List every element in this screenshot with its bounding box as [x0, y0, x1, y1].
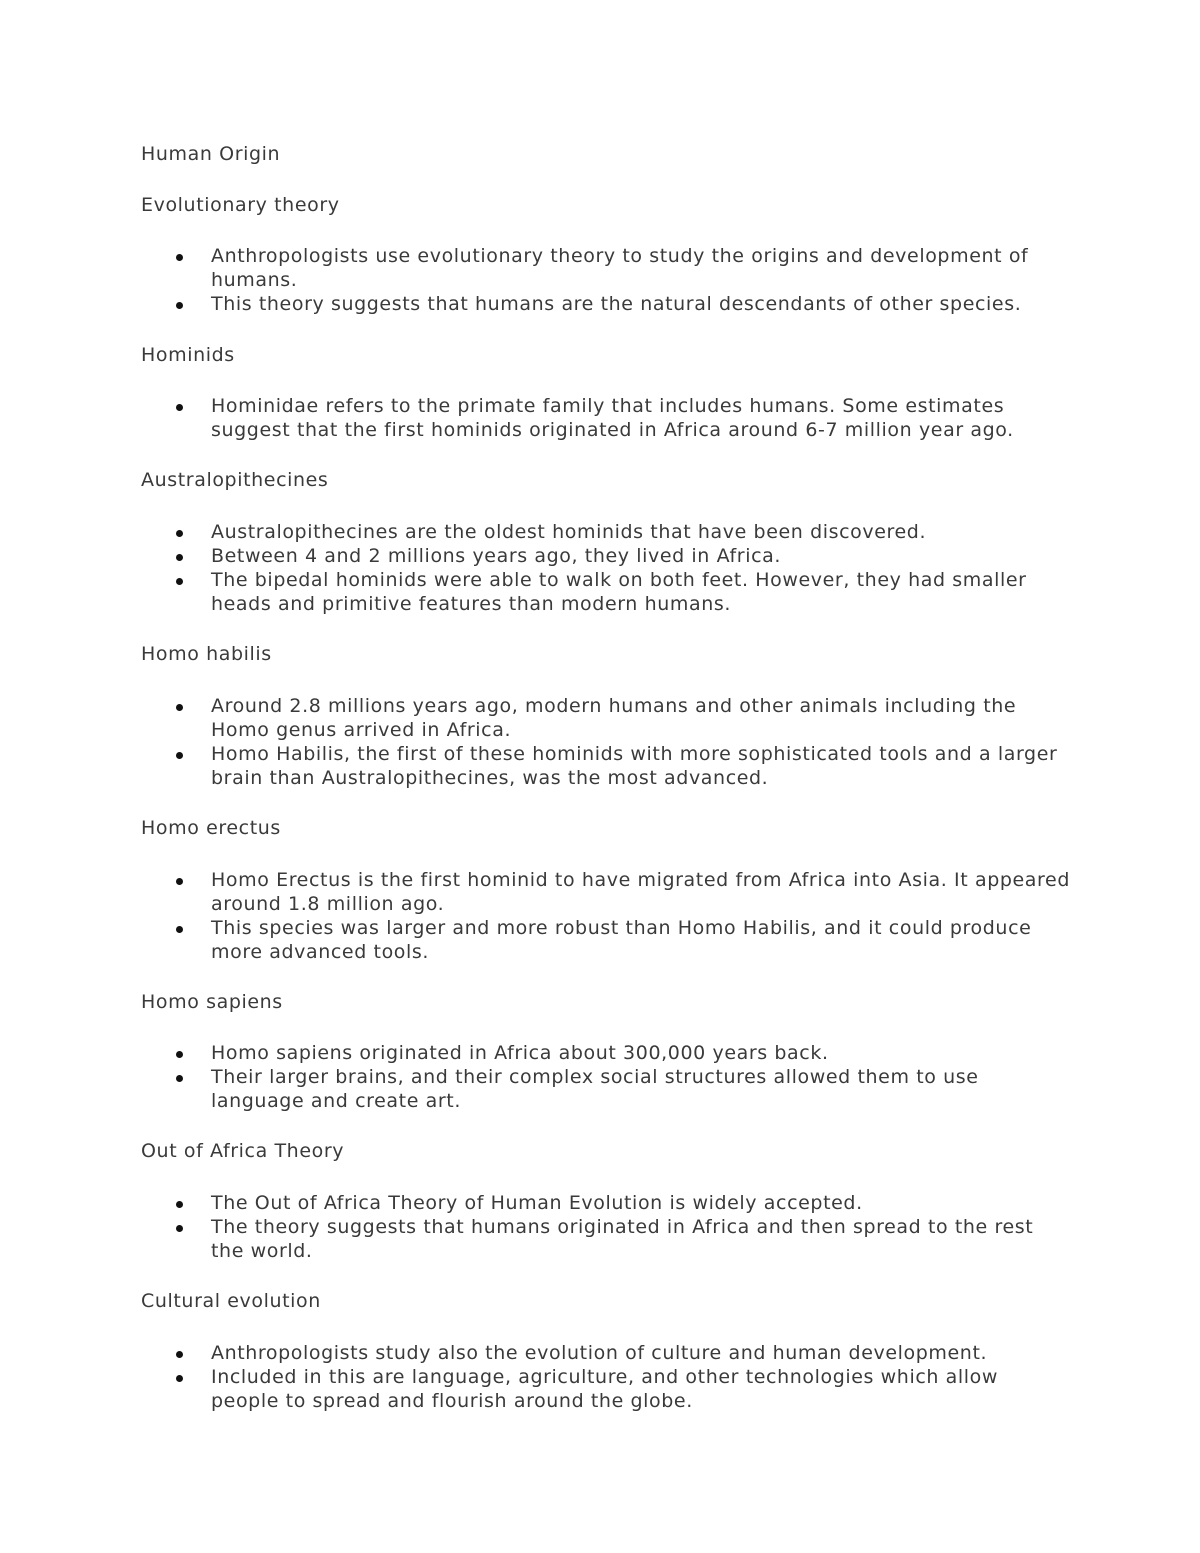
bullet-icon [176, 926, 183, 933]
section-heading-hominids: Hominids [141, 344, 235, 366]
bullet-icon [176, 1351, 183, 1358]
bullet-text: Australopithecines are the oldest hominids that have been discovered. [211, 521, 927, 543]
bullet-icon [176, 578, 183, 585]
bullet-icon [176, 704, 183, 711]
section-heading-homo-habilis: Homo habilis [141, 643, 272, 665]
bullet-icon [176, 752, 183, 759]
section-heading-homo-sapiens: Homo sapiens [141, 991, 283, 1013]
list-item [0, 868, 1071, 916]
bullet-list-homo-habilis [0, 694, 1071, 790]
bullet-text: Between 4 and 2 millions years ago, they lived in Africa. [211, 545, 782, 567]
section-heading-cultural-evolution: Cultural evolution [141, 1290, 321, 1312]
bullet-text: Homo sapiens originated in Africa about 300,000 years back. [211, 1042, 829, 1064]
section-heading-evolutionary-theory: Evolutionary theory [141, 194, 340, 216]
bullet-list-hominids [0, 394, 1071, 442]
bullet-icon [176, 254, 183, 261]
bullet-text: This species was larger and more robust than Homo Habilis, and it could produce more advanced tools. [211, 917, 1032, 963]
bullet-text: Their larger brains, and their complex social structures allowed them to use language and create art. [211, 1066, 979, 1112]
list-item [0, 520, 1071, 544]
bullet-text: This theory suggests that humans are the natural descendants of other species. [211, 293, 1022, 315]
section-heading-out-of-africa-theory: Out of Africa Theory [141, 1140, 345, 1162]
bullet-icon [176, 404, 183, 411]
list-item [0, 1365, 1071, 1413]
document-title: Human Origin [141, 143, 281, 165]
bullet-list-homo-erectus [0, 868, 1071, 964]
bullet-text: The theory suggests that humans originated in Africa and then spread to the rest the world. [211, 1216, 1034, 1262]
bullet-text: Hominidae refers to the primate family that includes humans. Some estimates suggest that the first hominids originated in Africa around 6-7 million year ago. [211, 395, 1014, 441]
list-item [0, 394, 1071, 442]
bullet-list-evolutionary-theory [0, 244, 1071, 316]
bullet-list-homo-sapiens [0, 1041, 1071, 1113]
list-item [0, 544, 1071, 568]
section-heading-australopithecines: Australopithecines [141, 469, 329, 491]
list-item [0, 1065, 1071, 1113]
list-item [0, 694, 1071, 742]
list-item [0, 742, 1071, 790]
list-item [0, 1191, 1071, 1215]
bullet-text: Homo Erectus is the first hominid to have migrated from Africa into Asia. It appeared around 1.8 million ago. [211, 869, 1070, 915]
bullet-text: Anthropologists study also the evolution of culture and human development. [211, 1342, 988, 1364]
bullet-icon [176, 302, 183, 309]
list-item [0, 568, 1071, 616]
bullet-list-out-of-africa-theory [0, 1191, 1071, 1263]
bullet-text: Anthropologists use evolutionary theory to study the origins and development of humans. [211, 245, 1029, 291]
list-item [0, 1041, 1071, 1065]
bullet-icon [176, 1201, 183, 1208]
list-item [0, 916, 1071, 964]
section-heading-homo-erectus: Homo erectus [141, 817, 281, 839]
bullet-icon [176, 1051, 183, 1058]
bullet-icon [176, 530, 183, 537]
list-item [0, 292, 1071, 316]
bullet-icon [176, 554, 183, 561]
list-item [0, 1215, 1071, 1263]
bullet-text: The Out of Africa Theory of Human Evolution is widely accepted. [211, 1192, 863, 1214]
bullet-icon [176, 1225, 183, 1232]
bullet-text: The bipedal hominids were able to walk on both feet. However, they had smaller heads and primitive features than modern humans. [211, 569, 1027, 615]
bullet-text: Around 2.8 millions years ago, modern humans and other animals including the Homo genus arrived in Africa. [211, 695, 1017, 741]
bullet-icon [176, 1075, 183, 1082]
bullet-text: Included in this are language, agriculture, and other technologies which allow people to spread and flourish around the globe. [211, 1366, 999, 1412]
bullet-icon [176, 878, 183, 885]
bullet-text: Homo Habilis, the first of these hominids with more sophisticated tools and a larger brain than Australopithecines, was the most advanced. [211, 743, 1058, 789]
bullet-list-australopithecines [0, 520, 1071, 616]
bullet-list-cultural-evolution [0, 1341, 1071, 1413]
bullet-icon [176, 1375, 183, 1382]
list-item [0, 244, 1071, 292]
list-item [0, 1341, 1071, 1365]
